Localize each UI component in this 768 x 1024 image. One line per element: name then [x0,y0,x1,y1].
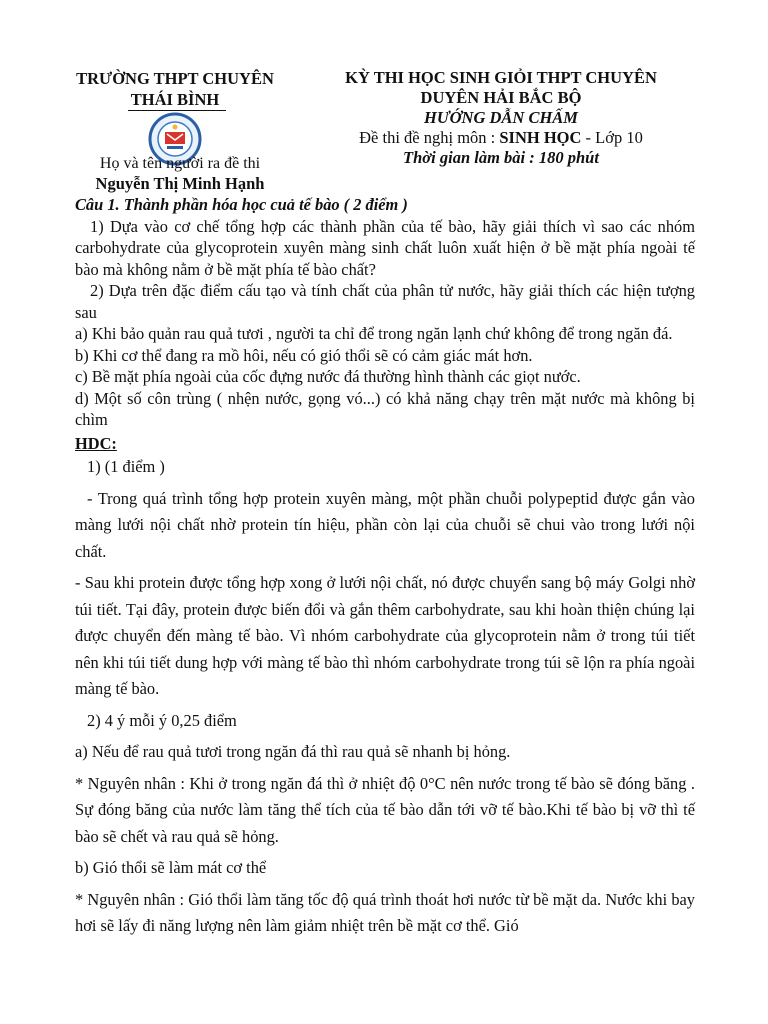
question-item-b: b) Khi cơ thể đang ra mồ hôi, nếu có gió thổi sẽ có cảm giác mát hơn. [75,345,533,365]
answer-item-b: b) Gió thổi sẽ làm mát cơ thể [75,858,267,877]
author-label: Họ và tên người ra đề thi [99,155,261,172]
answer-item-a-reason: * Nguyên nhân : Khi ở trong ngăn đá thì ở nhiệt độ 0°C nên nước trong tế bào sẽ đóng băng . Sự đóng băng của nước làm tăng thể tích của tế bào dẫn tới vỡ tế bào.Khi tế bào bị vỡ thì tế bào sẽ chết và rau quả sẽ hỏng. [75,773,695,846]
question-item-a: a) Khi bảo quản rau quả tươi , người ta chỉ để trong ngăn lạnh chứ không để trong ngăn đá. [75,324,673,343]
answer-item-b-reason: * Nguyên nhân : Gió thổi làm tăng tốc độ quá trình thoát hơi nước từ bề mặt da. Nước khi bay hơi sẽ lấy đi năng lượng nên làm giảm nhiệt trên bề mặt cơ thể. Gió [75,889,695,935]
question-item-c: c) Bề mặt phía ngoài của cốc đựng nước đá thường hình thành các giọt nước. [75,367,581,386]
question-item-d: d) Một số côn trùng ( nhện nước, gọng vó...) có khả năng chạy trên mặt nước mà không bị chìm [75,388,695,429]
question-part2: 2) Dựa trên đặc điểm cấu tạo và tính chất của phân tử nước, hãy giải thích các hiện tượng sau [75,281,695,322]
exam-title-line1: KỲ THI HỌC SINH GIỎI THPT CHUYÊN [345,68,657,87]
exam-header [318,68,684,168]
answer-item-a: a) Nếu để rau quả tươi trong ngăn đá thì rau quả sẽ nhanh bị hỏng. [75,742,511,761]
answer-part1-para1: - Trong quá trình tổng hợp protein xuyên màng, một phần chuỗi polypeptid được gắn vào màng lưới nội chất nhờ protein tín hiệu, phần còn lại của chuỗi sẽ chui vào trong lưới nội chất. [75,488,695,561]
school-header [62,68,288,110]
answer-part1-title: 1) (1 điểm ) [87,457,165,476]
exam-time: Thời gian làm bài : 180 phút [403,148,599,167]
author-block [62,154,298,194]
exam-subject-line [318,128,684,148]
school-name-line1: TRƯỜNG THPT CHUYÊN [76,69,274,88]
answer-heading: HDC: [75,433,117,453]
question-title: Câu 1. Thành phần hóa học cuả tế bào ( 2 điểm ) [75,195,408,214]
subject-name: SINH HỌC [499,128,582,147]
answer-section [75,454,695,940]
exam-title-line2: DUYÊN HẢI BẮC BỘ [420,88,582,107]
answer-part2-title: 2) 4 ý mỗi ý 0,25 điểm [87,710,237,730]
answer-part1-para2: - Sau khi protein được tổng hợp xong ở lưới nội chất, nó được chuyển sang bộ máy Golgi nhờ túi tiết. Tại đây, protein được biến đổi và gắn thêm carbohydrate, sau khi hoàn thiện chúng lại được chuyển đến màng tế bào. Vì nhóm carbohydrate của glycoprotein nằm ở trong túi tiết nên khi túi tiết dung hợp với màng tế bào thì nhóm carbohydrate trong túi sẽ lộn ra phía ngoài màng tế bào. [75,573,695,698]
exam-title-line3: HƯỚNG DẪN CHẤM [424,108,578,127]
header-divider [128,110,226,111]
author-name: Nguyễn Thị Minh Hạnh [95,174,265,193]
school-name-line2: THÁI BÌNH [130,90,220,109]
subject-prefix: Đề thi đề nghị môn : [359,128,500,147]
document-body [75,194,695,945]
subject-suffix: - Lớp 10 [581,128,643,147]
question-part1: 1) Dựa vào cơ chế tổng hợp các thành phần của tế bào, hãy giải thích vì sao các nhóm carbohydrate của glycoprotein xuyên màng sinh chất luôn xuất hiện ở bề mặt phía ngoài tế bào mà không nằm ở bề mặt phía tế bào chất? [75,216,695,279]
